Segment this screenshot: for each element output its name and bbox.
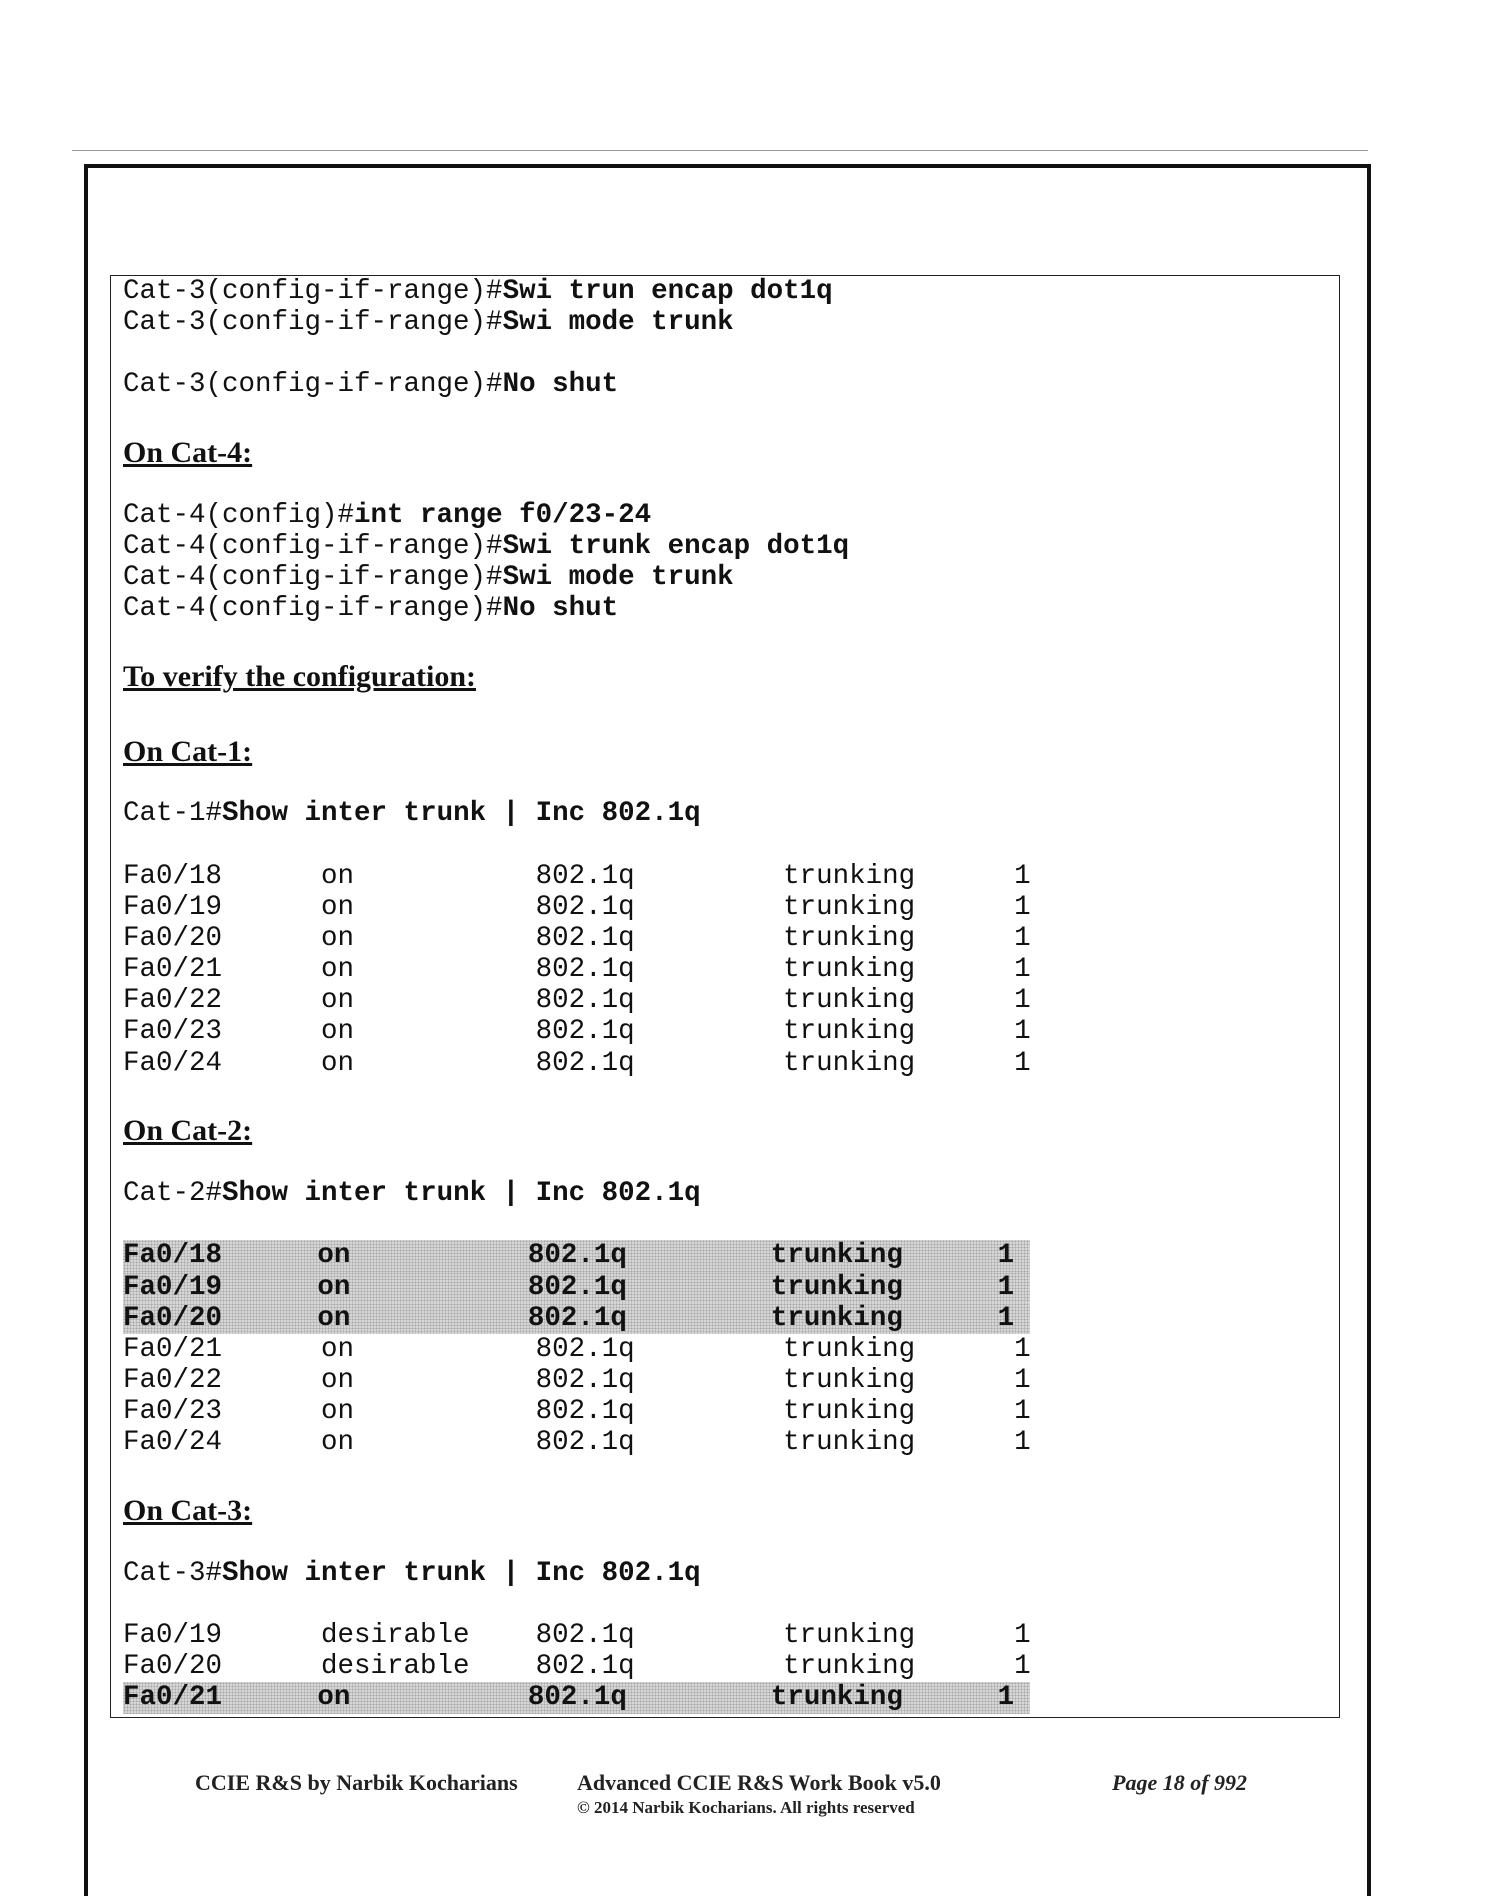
cli-line (123, 369, 1339, 400)
cli-command: Show inter trunk | Inc 802.1q (222, 798, 701, 830)
trunk-cell: trunking (770, 1271, 903, 1303)
heading-cat1: On Cat-1: (123, 734, 253, 768)
cli-line (123, 562, 1339, 593)
trunk-cell: Fa0/20 (123, 1651, 223, 1683)
trunk-row (123, 1272, 1030, 1303)
cli-line (123, 1558, 1339, 1589)
cli-prompt: Cat-1# (123, 798, 223, 830)
trunk-cell: Fa0/19 (123, 1620, 223, 1652)
cli-line (123, 593, 1339, 624)
cli-command: Show inter trunk | Inc 802.1q (222, 1178, 701, 1210)
trunk-cell: Fa0/19 (123, 1271, 223, 1303)
trunk-cell: on (321, 954, 355, 986)
cli-prompt: Cat-3(config-if-range)# (123, 276, 503, 307)
trunk-cell: on (321, 1427, 355, 1459)
trunk-cell: on (321, 1047, 355, 1079)
trunk-cell: 802.1q (535, 1620, 635, 1652)
cli-command: No shut (502, 369, 619, 401)
trunk-cell: trunking (783, 1364, 916, 1396)
trunk-cell: trunking (783, 954, 916, 986)
trunk-cell: 802.1q (535, 1047, 635, 1079)
trunk-cell: on (321, 1364, 355, 1396)
footer-page-number: Page 18 of 992 (1112, 1770, 1248, 1795)
trunk-cell: 1 (1014, 1651, 1031, 1683)
trunk-cell: trunking (770, 1240, 903, 1272)
config-listing-box (110, 275, 1340, 1718)
cli-line (123, 798, 1339, 829)
trunk-cell: 1 (1014, 954, 1031, 986)
trunk-cell: trunking (783, 1016, 916, 1048)
trunk-cell: 802.1q (527, 1302, 627, 1334)
trunk-cell: on (321, 1333, 355, 1365)
trunk-row (123, 1334, 1339, 1365)
trunk-cell: 802.1q (535, 1651, 635, 1683)
trunk-cell: 802.1q (535, 985, 635, 1017)
trunk-row (123, 861, 1339, 892)
cli-command: Swi trun encap dot1q (502, 276, 833, 307)
trunk-cell: 802.1q (527, 1271, 627, 1303)
trunk-cell: on (321, 860, 355, 892)
trunk-cell: Fa0/18 (123, 860, 223, 892)
trunk-cell: Fa0/21 (123, 954, 223, 986)
trunk-cell: 1 (1014, 985, 1031, 1017)
trunk-cell: 1 (1014, 922, 1031, 954)
trunk-cell: 802.1q (527, 1682, 627, 1714)
trunk-cell: trunking (783, 985, 916, 1017)
trunk-cell: trunking (783, 1047, 916, 1079)
trunk-row (123, 1427, 1339, 1458)
trunk-row (123, 1365, 1339, 1396)
trunk-cell: 802.1q (527, 1240, 627, 1272)
trunk-cell: 1 (1014, 1620, 1031, 1652)
cli-prompt: Cat-3(config-if-range)# (123, 307, 503, 339)
page-frame-right (1367, 164, 1371, 1896)
cli-command: Swi mode trunk (502, 562, 734, 594)
trunk-cell: Fa0/24 (123, 1427, 223, 1459)
trunk-cell: 1 (997, 1682, 1015, 1714)
trunk-cell: Fa0/21 (123, 1682, 223, 1714)
trunk-row (123, 1682, 1030, 1713)
cli-command: No shut (502, 593, 619, 625)
cli-prompt: Cat-4(config-if-range)# (123, 593, 503, 625)
trunk-cell: trunking (783, 1396, 916, 1428)
header-rule (72, 150, 1368, 151)
cli-prompt: Cat-4(config-if-range)# (123, 531, 503, 563)
trunk-cell: on (317, 1240, 351, 1272)
cli-command: int range f0/23-24 (354, 500, 652, 532)
trunk-cell: on (321, 922, 355, 954)
trunk-cell: 802.1q (535, 1427, 635, 1459)
trunk-cell: trunking (783, 860, 916, 892)
trunk-cell: 802.1q (535, 1016, 635, 1048)
trunk-row (123, 1016, 1339, 1047)
trunk-cell: 1 (1014, 1364, 1031, 1396)
trunk-cell: 802.1q (535, 1333, 635, 1365)
footer-copyright: © 2014 Narbik Kocharians. All rights reserved (577, 1798, 915, 1817)
trunk-cell: 1 (1014, 860, 1031, 892)
footer-author: CCIE R&S by Narbik Kocharians (195, 1770, 518, 1795)
heading-cat2: On Cat-2: (123, 1114, 253, 1148)
cli-line (123, 531, 1339, 562)
cli-prompt: Cat-3# (123, 1557, 223, 1589)
trunk-cell: on (321, 891, 355, 923)
trunk-cell: Fa0/18 (123, 1240, 223, 1272)
cli-command: Show inter trunk | Inc 802.1q (222, 1557, 701, 1589)
trunk-cell: trunking (783, 1651, 916, 1683)
cli-line (123, 500, 1339, 531)
cli-prompt: Cat-4(config)# (123, 500, 355, 532)
cli-prompt: Cat-4(config-if-range)# (123, 562, 503, 594)
trunk-cell: Fa0/22 (123, 1364, 223, 1396)
trunk-cell: trunking (783, 891, 916, 923)
trunk-cell: 1 (1014, 1396, 1031, 1428)
trunk-cell: Fa0/21 (123, 1333, 223, 1365)
trunk-cell: desirable (321, 1620, 470, 1652)
trunk-cell: 1 (1014, 1333, 1031, 1365)
trunk-cell: Fa0/20 (123, 1302, 223, 1334)
trunk-cell: trunking (783, 1427, 916, 1459)
footer-book-title: Advanced CCIE R&S Work Book v5.0 (577, 1770, 941, 1795)
trunk-cell: trunking (770, 1682, 903, 1714)
trunk-cell: Fa0/23 (123, 1016, 223, 1048)
trunk-cell: on (317, 1302, 351, 1334)
trunk-row (123, 1048, 1339, 1079)
trunk-cell: 802.1q (535, 954, 635, 986)
page-frame-left (84, 164, 88, 1896)
trunk-cell: desirable (321, 1651, 470, 1683)
trunk-cell: 1 (997, 1302, 1015, 1334)
trunk-cell: 1 (1014, 891, 1031, 923)
heading-cat4: On Cat-4: (123, 436, 253, 470)
trunk-cell: on (317, 1271, 351, 1303)
trunk-cell: 1 (997, 1240, 1015, 1272)
trunk-cell: trunking (783, 1333, 916, 1365)
trunk-cell: 802.1q (535, 860, 635, 892)
trunk-row (123, 1396, 1339, 1427)
cli-line (123, 307, 1339, 338)
trunk-cell: 1 (997, 1271, 1015, 1303)
trunk-cell: Fa0/20 (123, 922, 223, 954)
cli-prompt: Cat-3(config-if-range)# (123, 369, 503, 401)
page-frame-top (84, 164, 1371, 168)
trunk-row (123, 985, 1339, 1016)
trunk-cell: on (321, 1016, 355, 1048)
trunk-cell: on (317, 1682, 351, 1714)
heading-cat3: On Cat-3: (123, 1494, 253, 1527)
trunk-cell: Fa0/19 (123, 891, 223, 923)
trunk-row (123, 954, 1339, 985)
trunk-row (123, 923, 1339, 954)
trunk-cell: trunking (783, 922, 916, 954)
cli-prompt: Cat-2# (123, 1178, 223, 1210)
trunk-cell: Fa0/24 (123, 1047, 223, 1079)
trunk-cell: 802.1q (535, 891, 635, 923)
trunk-cell: on (321, 985, 355, 1017)
trunk-row (123, 892, 1339, 923)
trunk-cell: 1 (1014, 1427, 1031, 1459)
trunk-cell: Fa0/22 (123, 985, 223, 1017)
cli-command: Swi trunk encap dot1q (502, 531, 850, 563)
heading-verify: To verify the configuration: (123, 660, 477, 694)
cli-line (123, 276, 1339, 307)
trunk-row (123, 1620, 1339, 1651)
trunk-row (123, 1240, 1030, 1271)
trunk-row (123, 1651, 1339, 1682)
trunk-cell: trunking (770, 1302, 903, 1334)
trunk-row (123, 1303, 1030, 1334)
trunk-cell: 802.1q (535, 1364, 635, 1396)
trunk-cell: 802.1q (535, 922, 635, 954)
cli-line (123, 1178, 1339, 1209)
trunk-cell: 802.1q (535, 1396, 635, 1428)
trunk-cell: 1 (1014, 1047, 1031, 1079)
trunk-cell: trunking (783, 1620, 916, 1652)
trunk-cell: 1 (1014, 1016, 1031, 1048)
trunk-cell: on (321, 1396, 355, 1428)
trunk-cell: Fa0/23 (123, 1396, 223, 1428)
cli-command: Swi mode trunk (502, 307, 734, 339)
